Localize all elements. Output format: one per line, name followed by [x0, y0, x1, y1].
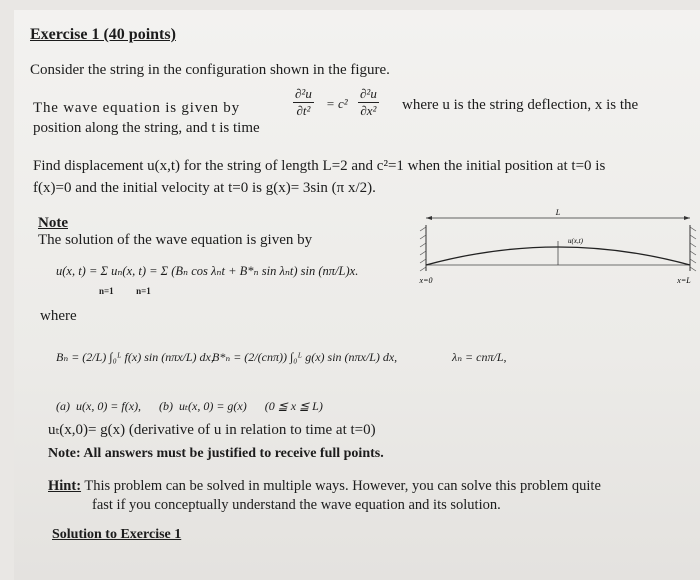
- label-u: u(x,t): [568, 237, 583, 245]
- lambda-equation: λₙ = cnπ/L,: [452, 350, 507, 364]
- equals-c2: = c²: [326, 96, 348, 111]
- rhs-fraction: [358, 86, 379, 119]
- solution-heading: Solution to Exercise 1: [52, 527, 182, 542]
- bn-equation: Bₙ = (2/L) ∫₀ᴸ f(x) sin (nπx/L) dx,: [56, 350, 214, 364]
- exercise-title: Exercise 1 (40 points): [30, 26, 176, 43]
- label-x0: x=0: [419, 276, 433, 285]
- wave-eq-intro: The wave equation is given by: [33, 100, 240, 116]
- bn-star-equation: B*ₙ = (2/(cnπ)) ∫₀ᴸ g(x) sin (nπx/L) dx,: [212, 350, 398, 364]
- find-line-1: Find displacement u(x,t) for the string of length L=2 and c²=1 when the initial position at t=0 is: [33, 158, 606, 174]
- label-L: L: [555, 208, 561, 217]
- wave-eq-desc: where u is the string deflection, x is the: [402, 97, 639, 113]
- initial-conditions: (a) u(x, 0) = f(x), (b) uₜ(x, 0) = g(x) (0 ≦ x ≦ L): [56, 399, 323, 413]
- find-line-2: f(x)=0 and the initial velocity at t=0 is g(x)= 3sin (π x/2).: [33, 180, 376, 196]
- note-heading: Note: [38, 215, 68, 231]
- hint-line-1: [48, 478, 601, 495]
- hint-text-1: This problem can be solved in multiple ways. However, you can solve this problem quite: [84, 478, 601, 494]
- justify-note: Note: All answers must be justified to receive full points.: [48, 446, 384, 461]
- rhs-denominator: ∂x²: [360, 103, 377, 118]
- ut-definition: uₜ(x,0)= g(x) (derivative of u in relation to time at t=0): [48, 422, 376, 438]
- right-hatch: [690, 227, 696, 271]
- string-figure: [418, 205, 700, 295]
- hint-label: Hint:: [48, 478, 82, 494]
- rhs-numerator: ∂²u: [360, 86, 377, 101]
- intro-text: Consider the string in the configuration shown in the figure.: [30, 62, 390, 78]
- left-arrowhead: [426, 216, 432, 220]
- lhs-fraction: [293, 86, 314, 119]
- right-arrowhead: [684, 216, 690, 220]
- where-label: where: [40, 308, 77, 324]
- series-subscripts: n=1 n=1: [99, 286, 151, 296]
- series-equation: u(x, t) = Σ uₙ(x, t) = Σ (Bₙ cos λₙt + B*ₙ sin λₙt) sin (nπ/L)x.: [56, 264, 359, 278]
- label-xL: x=L: [677, 276, 691, 285]
- wave-eq-line2: position along the string, and t is time: [33, 120, 260, 136]
- note-text: The solution of the wave equation is given by: [38, 232, 313, 248]
- lhs-denominator: ∂t²: [296, 103, 311, 118]
- lhs-numerator: ∂²u: [295, 86, 312, 101]
- left-hatch: [420, 227, 426, 271]
- hint-line-2: fast if you conceptually understand the wave equation and its solution.: [92, 497, 501, 513]
